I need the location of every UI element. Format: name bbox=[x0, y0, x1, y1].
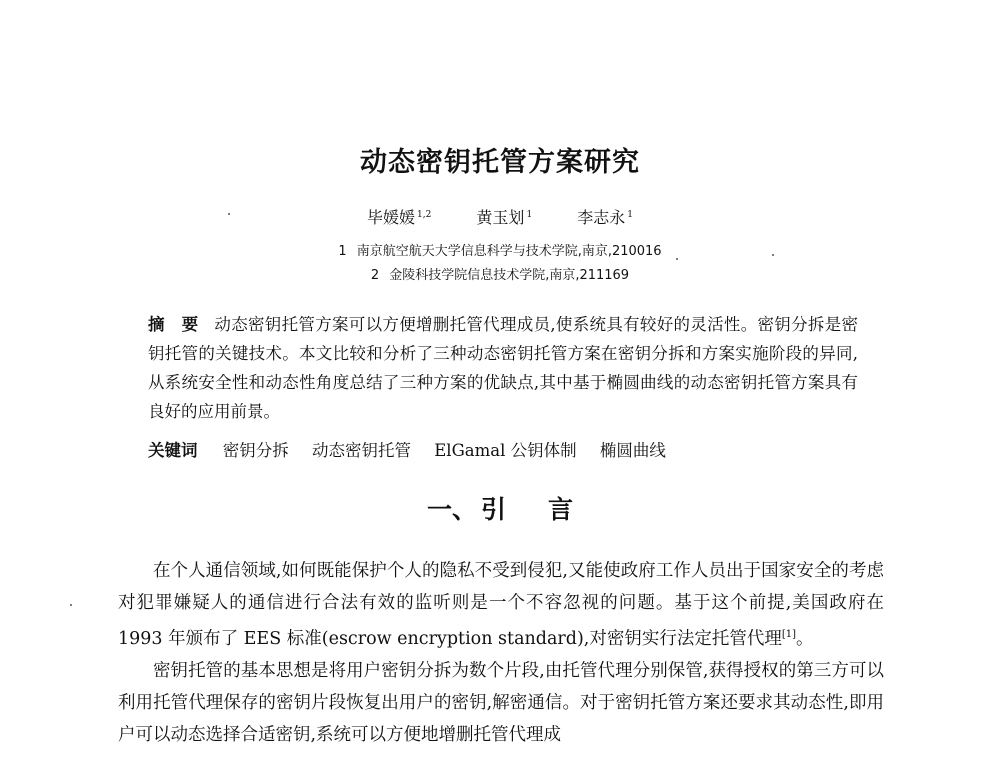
abstract-label: 摘 要 bbox=[148, 315, 199, 334]
paper-title: 动态密钥托管方案研究 bbox=[360, 147, 640, 178]
abstract bbox=[148, 310, 858, 426]
keyword: 动态密钥托管 bbox=[312, 441, 411, 460]
keyword: 椭圆曲线 bbox=[599, 441, 666, 460]
abstract-text: 动态密钥托管方案可以方便增删托管代理成员,使系统具有较好的灵活性。密钥分拆是密钥托管的关键技术。本文比较和分析了三种动态密钥托管方案在密钥分拆和方案实施阶段的异同,从系统安全性和动态性角度总结了三种方案的优缺点,其中基于椭圆曲线的动态密钥托管方案具有良好的应用前景。 bbox=[148, 315, 859, 421]
section-heading bbox=[0, 490, 1000, 526]
author bbox=[577, 205, 633, 228]
affiliation-text: 南京航空航天大学信息科学与技术学院,南京,210016 bbox=[356, 244, 662, 259]
affiliation-number: 1 bbox=[338, 244, 347, 259]
keyword: ElGamal 公钥体制 bbox=[434, 441, 577, 460]
keyword: 密钥分拆 bbox=[222, 441, 289, 460]
author-name: 毕媛媛 bbox=[366, 208, 415, 227]
author-affiliation-mark: 1 bbox=[526, 209, 533, 220]
affiliation-text: 金陵科技学院信息技术学院,南京,211169 bbox=[389, 268, 630, 283]
section-title-part: 引 bbox=[480, 495, 506, 524]
affiliation bbox=[0, 240, 1000, 259]
paragraph-text: 在个人通信领域,如何既能保护个人的隐私不受到侵犯,又能使政府工作人员出于国家安全的考虑对犯罪嫌疑人的通信进行合法有效的监听则是一个不容忽视的问题。基于这个前提,美国政府在 1993 年颁布了 EES 标准(escrow encryption standard),对密钥实行法定托管代理 bbox=[118, 561, 884, 649]
author bbox=[367, 205, 431, 228]
keywords bbox=[148, 436, 858, 465]
author-name: 李志永 bbox=[577, 208, 626, 227]
affiliation bbox=[0, 264, 1000, 283]
paragraph: 密钥托管的基本思想是将用户密钥分拆为数个片段,由托管代理分别保管,获得授权的第三方可以利用托管代理保存的密钥片段恢复出用户的密钥,解密通信。对于密钥托管方案还要求其动态性,即用户可以动态选择合适密钥,系统可以方便地增删托管代理成 bbox=[118, 660, 884, 745]
scan-speck bbox=[676, 258, 678, 260]
affiliation-number: 2 bbox=[370, 268, 380, 283]
body-text bbox=[118, 555, 884, 751]
scan-speck bbox=[70, 604, 72, 606]
section-number: 一、 bbox=[426, 495, 477, 524]
author-list bbox=[0, 205, 1000, 228]
scan-speck bbox=[228, 213, 230, 215]
author-name: 黄玉划 bbox=[476, 208, 525, 227]
citation-ref: [1] bbox=[781, 629, 797, 640]
paragraph bbox=[118, 555, 884, 655]
author bbox=[476, 205, 532, 228]
author-affiliation-mark: 1,2 bbox=[417, 209, 432, 220]
section-title-part: 言 bbox=[548, 495, 574, 524]
author-affiliation-mark: 1 bbox=[627, 209, 634, 220]
paragraph-end: 。 bbox=[796, 628, 814, 649]
scan-speck bbox=[772, 254, 774, 256]
keywords-label: 关键词 bbox=[148, 441, 198, 460]
